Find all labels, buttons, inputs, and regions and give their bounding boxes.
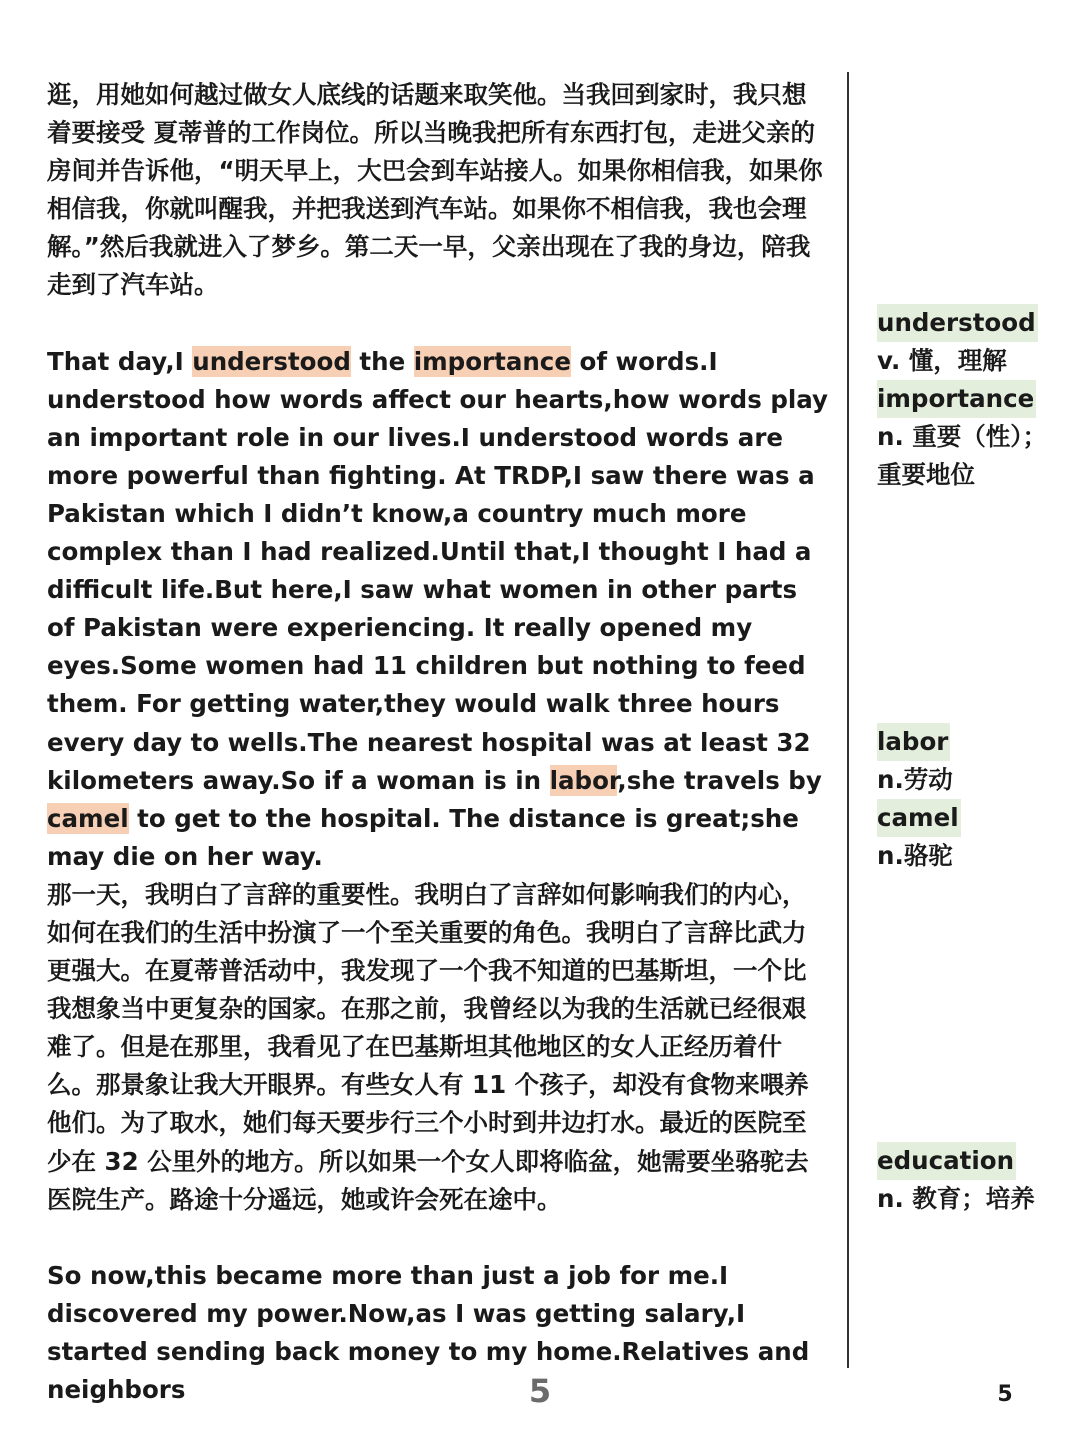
vocab-word: importance — [877, 380, 1036, 418]
vocab-entry-education — [877, 1142, 1067, 1218]
page-number-corner: 5 — [997, 1382, 1013, 1407]
paragraph-english-1 — [47, 343, 829, 876]
highlighted-word-camel: camel — [47, 803, 129, 833]
vocab-definition: n.骆驼 — [877, 841, 953, 871]
text-run: That day,I — [47, 346, 193, 376]
text-run: to get to the hospital. The distance is great;she may die on her way. — [47, 803, 799, 871]
vocab-word: camel — [877, 799, 961, 837]
vocab-word: understood — [877, 304, 1038, 342]
main-text — [47, 76, 829, 1409]
vocab-word: labor — [877, 723, 950, 761]
paragraph-gap — [47, 305, 829, 343]
paragraph-gap — [47, 1219, 829, 1257]
vocab-definition: n. 重要（性）；重要地位 — [877, 422, 1048, 490]
paragraph-english-2: So now,this became more than just a job for me.I discovered my power.Now,as I was getting salary,I started sending back money to my home.Relatives and neighbors — [47, 1260, 810, 1404]
highlighted-word-importance: importance — [413, 346, 571, 376]
text-run: the — [350, 346, 414, 376]
vocab-entry-labor — [877, 723, 1067, 799]
paragraph-chinese-2: 那一天，我明白了言辞的重要性。我明白了言辞如何影响我们的内心，如何在我们的生活中扮演了一个至关重要的角色。我明白了言辞比武力更强大。在夏蒂普活动中，我发现了一个我不知道的巴基斯坦，一个比我想象当中更复杂的国家。在那之前，我曾经以为我的生活就已经很艰难了。但是在那里，我看见了在巴基斯坦其他地区的女人正经历着什么。那景象让我大开眼界。有些女人有 11 个孩子，却没有食物来喂养他们。为了取水，她们每天要步行三个小时到井边打水。最近的医院至少在 32 公里外的地方。所以如果一个女人即将临盆，她需要坐骆驼去医院生产。路途十分遥远，她或许会死在途中。 — [47, 879, 809, 1214]
text-run: ,she travels by — [617, 765, 822, 795]
vocab-entry-importance — [877, 380, 1067, 494]
paragraph-chinese-1: 逛，用她如何越过做女人底线的话题来取笑他。当我回到家时，我只想着要接受 夏蒂普的工作岗位。所以当晚我把所有东西打包，走进父亲的房间并告诉他，“明天早上，大巴会到车站接人。如果你相信我，如果你相信我，你就叫醒我，并把我送到汽车站。如果你不相信我，我也会理解。”然后我就进入了梦乡。第二天一早，父亲出现在了我的身边，陪我走到了汽车站。 — [47, 80, 823, 300]
highlighted-word-understood: understood — [192, 346, 351, 376]
column-divider — [847, 72, 849, 1368]
vocab-entry-understood — [877, 304, 1067, 380]
page-number: 5 — [528, 1372, 552, 1410]
vocab-entry-camel — [877, 799, 1067, 875]
highlighted-word-labor: labor — [549, 765, 618, 795]
vocab-word: education — [877, 1142, 1016, 1180]
vocab-definition: v. 懂，理解 — [877, 346, 1007, 376]
vocab-definition: n.劳动 — [877, 765, 953, 795]
vocab-definition: n. 教育；培养 — [877, 1184, 1035, 1214]
text-run: of words.I understood how words affect our hearts,how words play an important role in our lives.I understood words are more powerful than fighting. At TRDP,I saw there was a Pakistan which I didn’t know,a country much more complex than I had realized.Until that,I thought I had a difficult life.But here,I saw what women in other parts of Pakistan were experiencing. It really opened my eyes.Some women had 11 children but nothing to feed them. For getting water,they would walk three hours every day to wells.The nearest hospital was at least 32 kilometers away.So if a woman is in — [47, 346, 829, 795]
